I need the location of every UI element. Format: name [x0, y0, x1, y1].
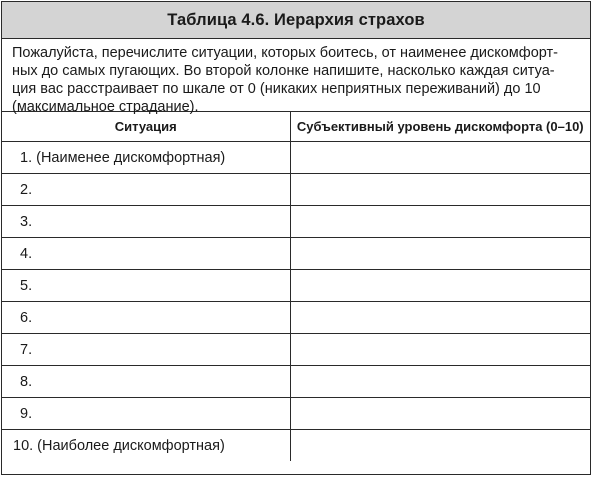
discomfort-cell[interactable] — [290, 270, 590, 302]
situation-cell[interactable]: 6. — [2, 302, 290, 334]
discomfort-cell[interactable] — [290, 238, 590, 270]
fear-hierarchy-table — [1, 1, 591, 475]
discomfort-cell[interactable] — [290, 334, 590, 366]
table-row — [2, 302, 590, 334]
table-row — [2, 398, 590, 430]
table-row — [2, 270, 590, 302]
instruction-line: (максимальное страдание). — [12, 99, 199, 115]
table-row — [2, 174, 590, 206]
discomfort-cell[interactable] — [290, 142, 590, 174]
situation-cell[interactable]: 5. — [2, 270, 290, 302]
table-row — [2, 430, 590, 462]
situation-cell[interactable]: 10. (Наиболее дискомфортная) — [2, 430, 290, 462]
table-row — [2, 366, 590, 398]
table-row — [2, 334, 590, 366]
table-row — [2, 206, 590, 238]
discomfort-cell[interactable] — [290, 398, 590, 430]
discomfort-cell[interactable] — [290, 302, 590, 334]
discomfort-cell[interactable] — [290, 366, 590, 398]
instruction-line: ных до самых пугающих. Во второй колонке напишите, насколько каждая ситуа- — [12, 63, 555, 79]
discomfort-cell[interactable] — [290, 206, 590, 238]
situation-cell[interactable]: 7. — [2, 334, 290, 366]
situation-cell[interactable]: 2. — [2, 174, 290, 206]
situation-cell[interactable]: 4. — [2, 238, 290, 270]
column-header-discomfort: Субъективный уровень дискомфорта (0–10) — [290, 112, 590, 142]
discomfort-cell[interactable] — [290, 430, 590, 462]
situation-cell[interactable]: 1. (Наименее дискомфортная) — [2, 142, 290, 174]
column-header-situation: Ситуация — [2, 112, 290, 142]
situation-cell[interactable]: 9. — [2, 398, 290, 430]
discomfort-cell[interactable] — [290, 174, 590, 206]
situation-cell[interactable]: 3. — [2, 206, 290, 238]
table-title: Таблица 4.6. Иерархия страхов — [2, 2, 590, 39]
instruction-line: ция вас расстраивает по шкале от 0 (никаких неприятных переживаний) до 10 — [12, 81, 541, 97]
instruction-line: Пожалуйста, перечислите ситуации, которых боитесь, от наименее дискомфорт- — [12, 45, 558, 61]
situation-grid — [2, 112, 590, 461]
situation-cell[interactable]: 8. — [2, 366, 290, 398]
table-row — [2, 142, 590, 174]
table-row — [2, 238, 590, 270]
instructions — [2, 39, 590, 115]
header-row — [2, 112, 590, 142]
